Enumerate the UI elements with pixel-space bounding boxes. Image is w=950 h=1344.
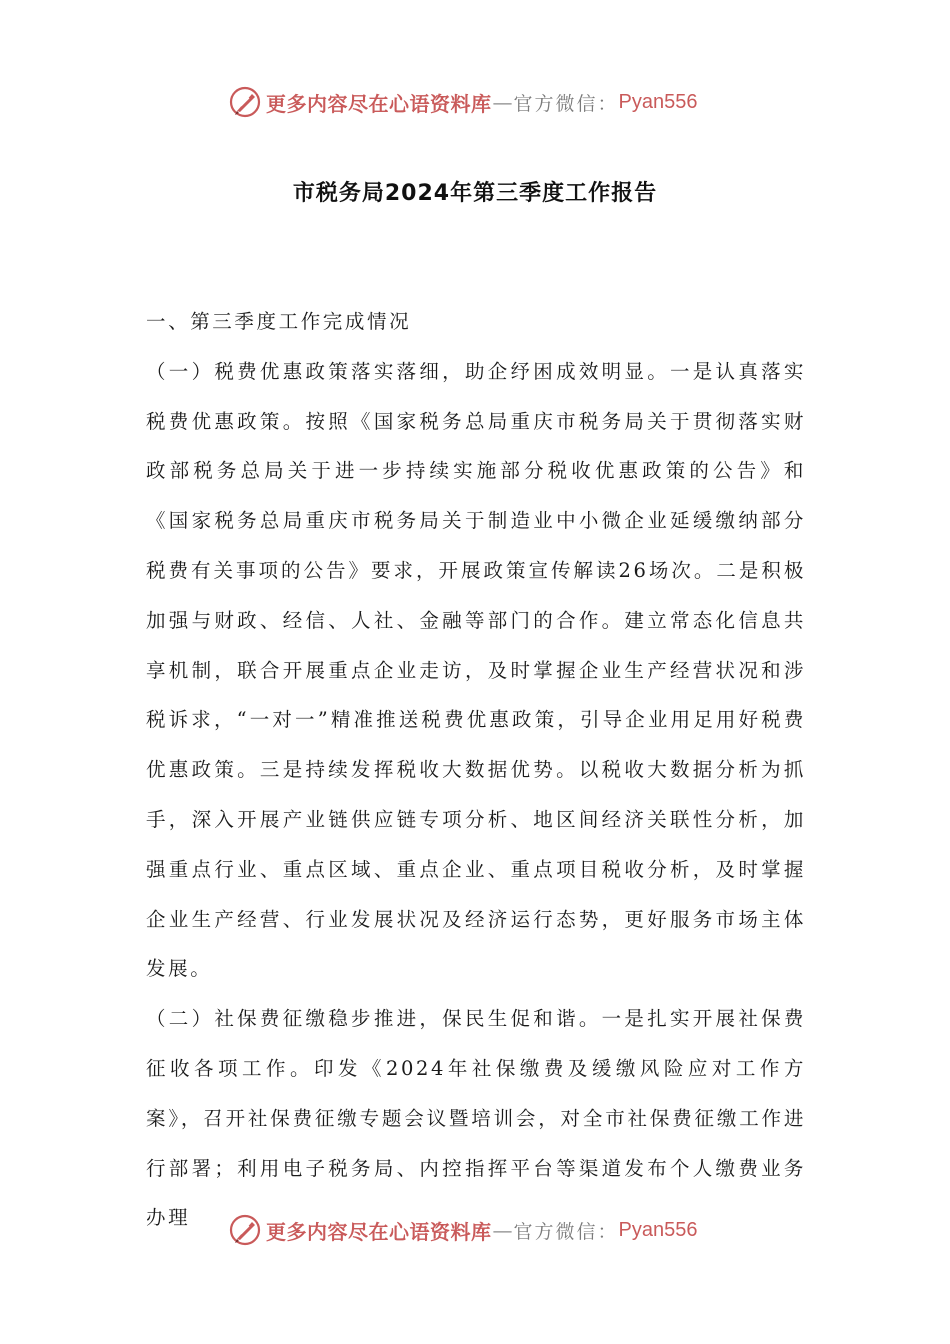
watermark-slogan: 更多内容尽在心语资料库 xyxy=(266,1219,492,1244)
watermark-wechat-label: 官方微信： xyxy=(513,92,619,115)
watermark-wechat-id: Pyan556 xyxy=(618,90,698,113)
watermark-separator: — xyxy=(492,1218,513,1242)
watermark-banner-bottom xyxy=(228,1210,748,1250)
watermark-separator: — xyxy=(492,90,513,114)
watermark-banner-top xyxy=(228,82,748,122)
quill-pen-logo-icon xyxy=(228,1213,262,1247)
watermark-wechat-label: 官方微信： xyxy=(513,1220,619,1243)
paragraph-1: （一）税费优惠政策落实落细，助企纾困成效明显。一是认真落实税费优惠政策。按照《国家税务总局重庆市税务局关于贯彻落实财政部税务总局关于进一步持续实施部分税收优惠政策的公告》和《国家税务总局重庆市税务局关于制造业中小微企业延缓缴纳部分税费有关事项的公告》要求，开展政策宣传解读26场次。二是积极加强与财政、经信、人社、金融等部门的合作。建立常态化信息共享机制，联合开展重点企业走访，及时掌握企业生产经营状况和涉税诉求，“一对一”精准推送税费优惠政策，引导企业用足用好税费优惠政策。三是持续发挥税收大数据优势。以税收大数据分析为抓手，深入开展产业链供应链专项分析、地区间经济关联性分析，加强重点行业、重点区域、重点企业、重点项目税收分析，及时掌握企业生产经营、行业发展状况及经济运行态势，更好服务市场主体发展。 xyxy=(146,359,806,981)
document-title: 市税务局2024年第三季度工作报告 xyxy=(292,181,658,206)
quill-pen-logo-icon xyxy=(228,85,262,119)
watermark-wechat-id: Pyan556 xyxy=(618,1218,698,1241)
section-heading: 一、第三季度工作完成情况 xyxy=(146,310,412,333)
paragraph-2: （二）社保费征缴稳步推进，保民生促和谐。一是扎实开展社保费征收各项工作。印发《2024年社保缴费及缓缴风险应对工作方案》，召开社保费征缴专题会议暨培训会，对全市社保费征缴工作进行部署；利用电子税务局、内控指挥平台等渠道发布个人缴费业务办理 xyxy=(146,1007,806,1230)
watermark-slogan: 更多内容尽在心语资料库 xyxy=(266,91,492,116)
document-body xyxy=(146,297,806,1243)
